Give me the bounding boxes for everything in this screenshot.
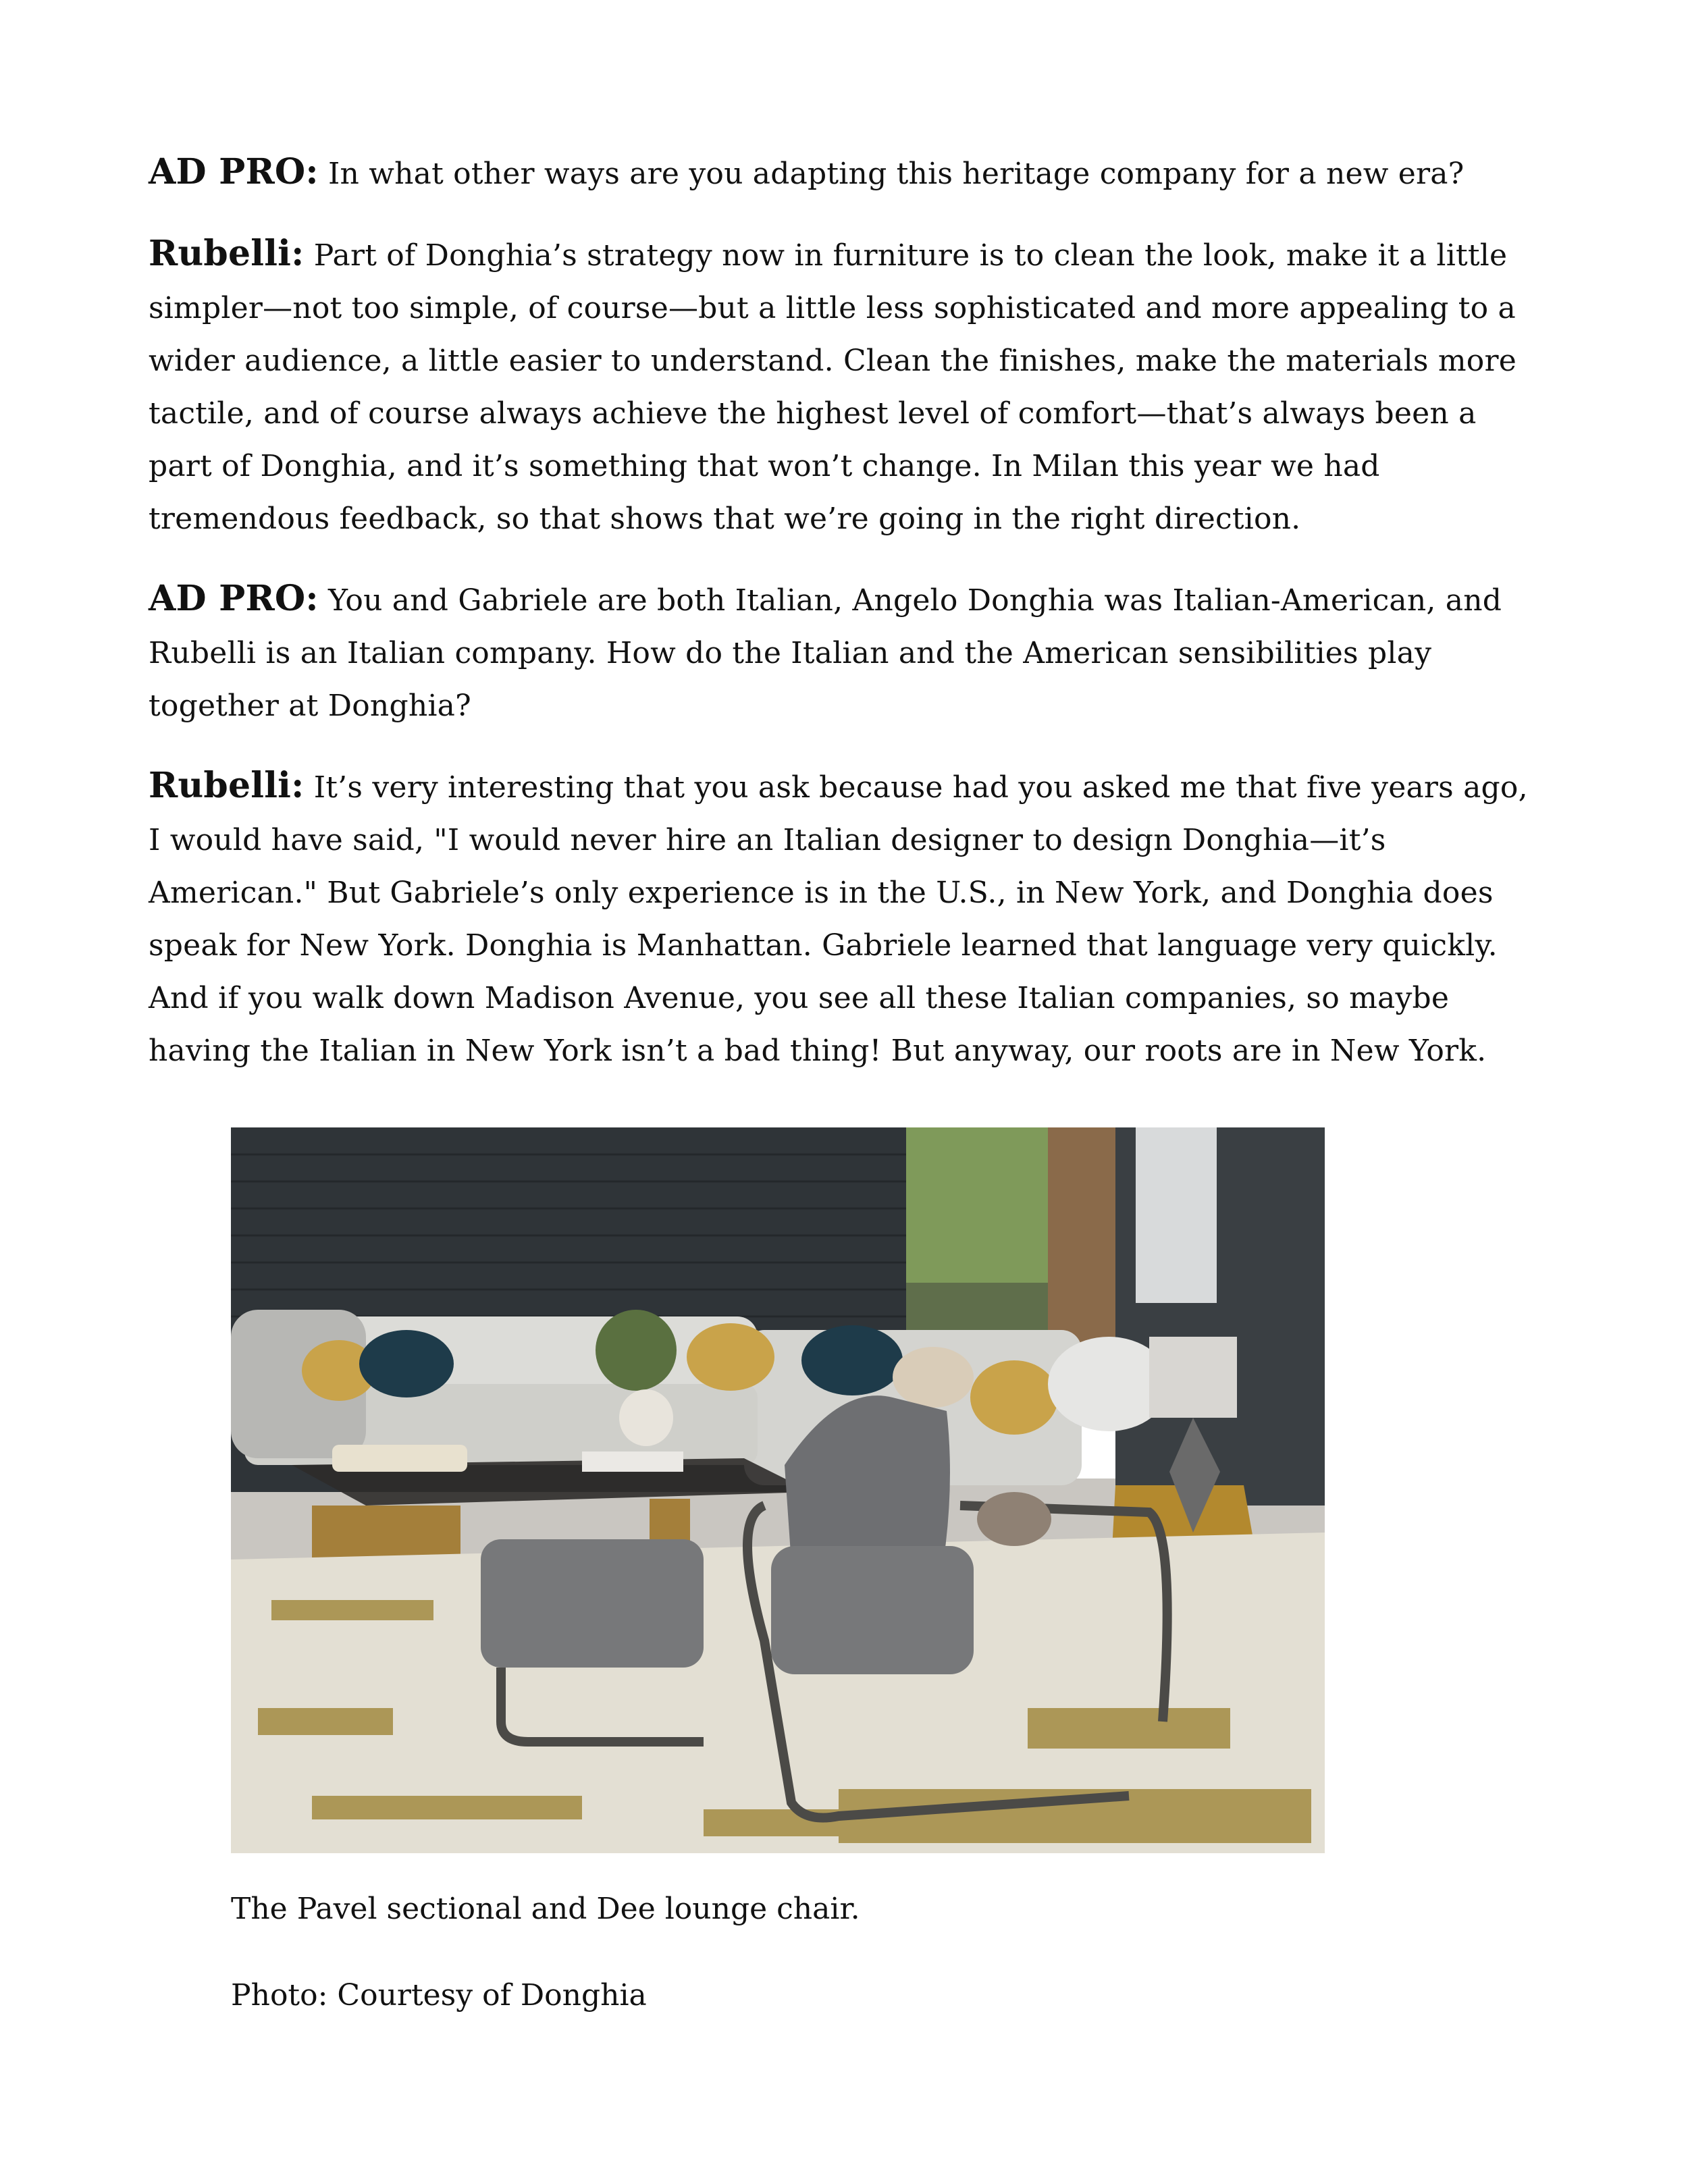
answer-text: It’s very interesting that you ask because had you asked me that five years ago, I would have said, "I would never hire an Italian designer to design Donghia—it’s American." But Gabriele’s only experience is in the U.S., in New York, and Donghia does speak for New York. Donghia is Manhattan. Gabriele learned that language very quickly. And if you walk down Madison Avenue, you see all these Italian companies, so maybe having the Italian in New York isn’t a bad thing! But anyway, our roots are in New York. xyxy=(149,770,1528,1068)
article-body xyxy=(149,146,1539,1104)
question-1 xyxy=(149,146,1539,201)
speaker-label: AD PRO: xyxy=(149,578,319,619)
speaker-label: AD PRO: xyxy=(149,151,319,192)
living-room-photo xyxy=(231,1127,1325,1853)
answer-text: Part of Donghia’s strategy now in furniture is to clean the look, make it a little simpler—not too simple, of course—but a little less sophisticated and more appealing to a wider audience, a little easier to understand. Clean the finishes, make the materials more tactile, and of course always achieve the highest level of comfort—that’s always been a part of Donghia, and it’s something that won’t change. In Milan this year we had tremendous feedback, so that shows that we’re going in the right direction. xyxy=(149,238,1516,536)
photo-credit: Photo: Courtesy of Donghia xyxy=(231,1978,647,2013)
question-text: You and Gabriele are both Italian, Angelo Donghia was Italian-American, and Rubelli is an Italian company. How do the Italian and the American sensibilities play together at Donghia? xyxy=(149,583,1502,723)
speaker-label: Rubelli: xyxy=(149,765,305,806)
answer-1 xyxy=(149,228,1539,545)
question-2 xyxy=(149,572,1539,733)
question-text: In what other ways are you adapting this heritage company for a new era? xyxy=(327,157,1465,191)
article-figure xyxy=(231,1127,1325,2022)
speaker-label: Rubelli: xyxy=(149,233,305,274)
answer-2 xyxy=(149,760,1539,1077)
photo-caption: The Pavel sectional and Dee lounge chair. xyxy=(231,1892,860,1926)
